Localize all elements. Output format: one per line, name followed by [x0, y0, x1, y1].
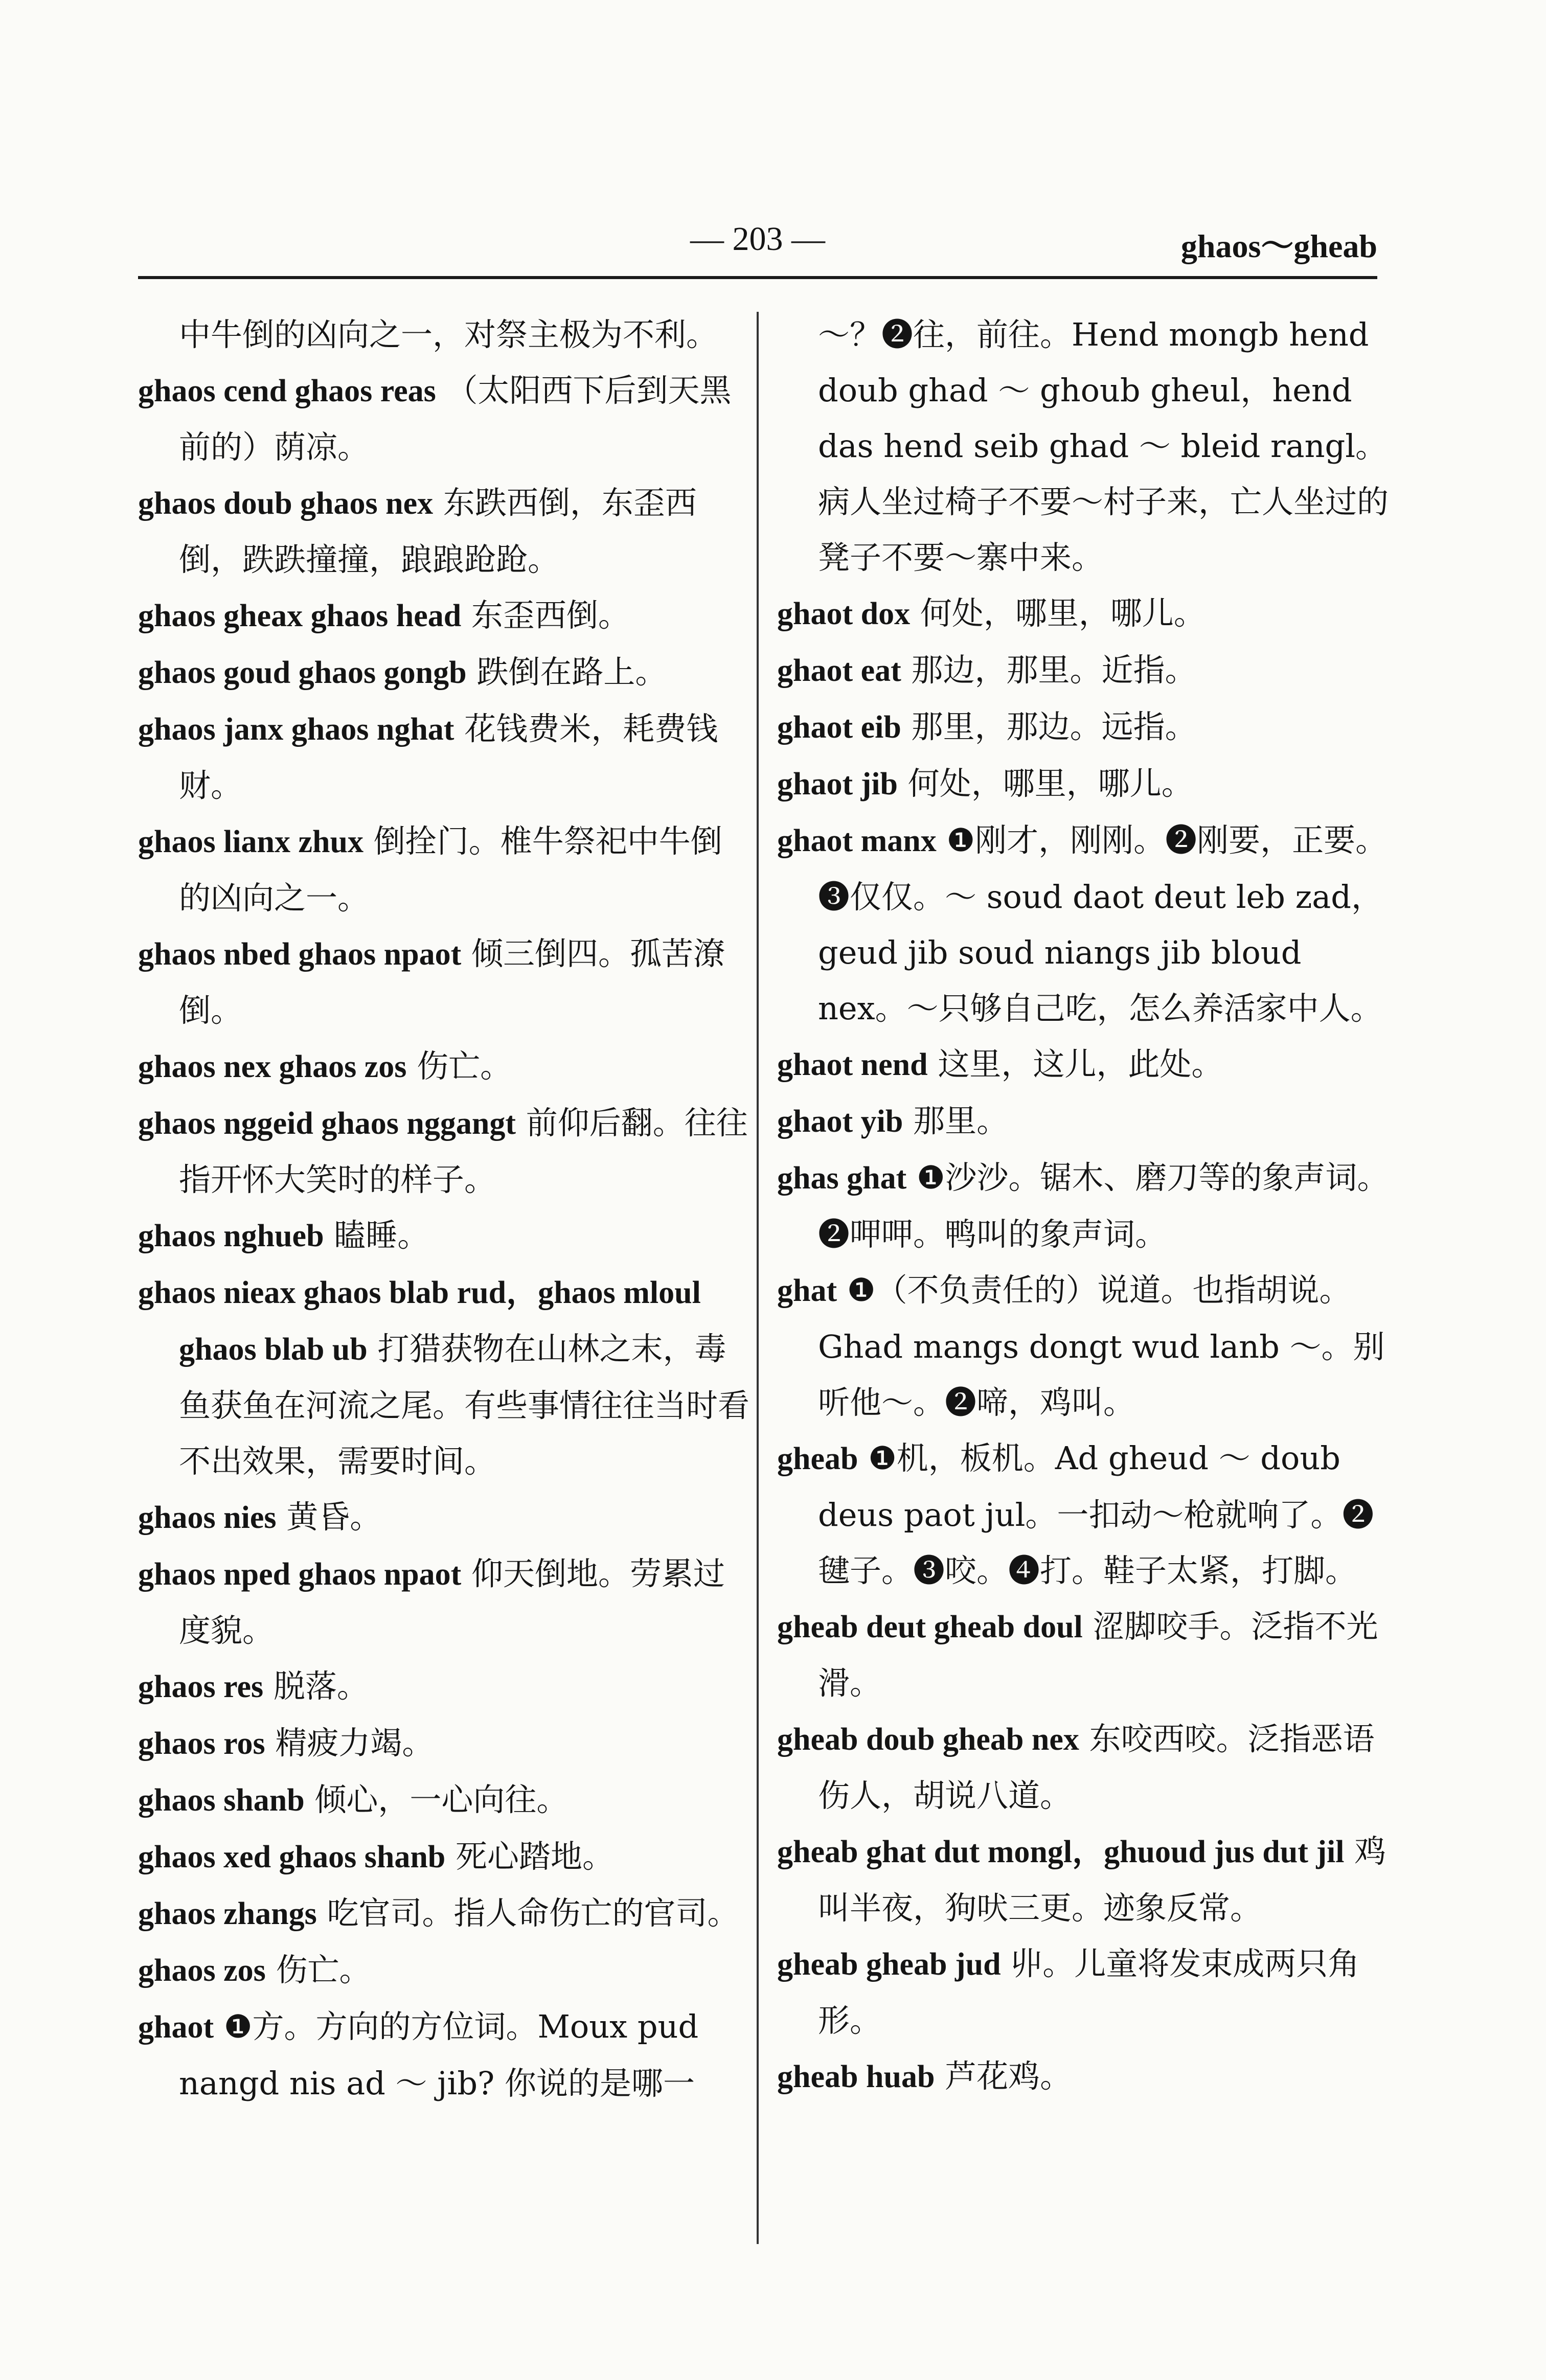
headword: ghaos nped ghaos npaot [138, 1557, 462, 1592]
definition: ～？❷往，前往。Hend mongb hend doub ghad ～ ghoub gheul，hend das hend seib ghad ～ bleid rangl。病人坐过椅子不要～村子来，亡人坐过的凳子不要～寨中来。 [818, 316, 1389, 576]
definition: 东歪西倒。 [471, 597, 630, 634]
headword: ghaos janx ghaos nghat [138, 712, 454, 747]
definition: 丱。儿童将发束成两只角形。 [818, 1945, 1360, 2039]
dictionary-entry [777, 756, 1391, 812]
dictionary-entry [138, 701, 752, 813]
definition: 东咬西咬。泛指恶语伤人，胡说八道。 [818, 1720, 1375, 1814]
definition: 倒拴门。椎牛祭祀中牛倒的凶向之一。 [179, 822, 722, 917]
dictionary-entry [138, 1885, 752, 1942]
headword: ghaos nggeid ghaos nggangt [138, 1106, 516, 1141]
headword: ghaos doub ghaos nex [138, 486, 434, 521]
headword: ghaos zhangs [138, 1896, 317, 1931]
dictionary-entry [777, 642, 1391, 699]
headword: ghaot nend [777, 1047, 928, 1082]
headword: ghas ghat [777, 1161, 907, 1196]
definition: 那里。 [913, 1102, 1009, 1139]
definition: 精疲力竭。 [275, 1724, 434, 1761]
headword: ghaos nieax ghaos blab rud，ghaos mloul ghaos blab ub [138, 1275, 701, 1367]
definition: 死心踏地。 [456, 1838, 615, 1875]
dictionary-entry [138, 813, 752, 926]
dictionary-entry [138, 1942, 752, 1999]
dictionary-entry [138, 1999, 752, 2111]
dictionary-entry [138, 1772, 752, 1828]
definition: 前仰后翻。往往指开怀大笑时的样子。 [179, 1104, 748, 1198]
dictionary-entry [138, 1658, 752, 1715]
headword: gheab gheab jud [777, 1947, 1001, 1982]
dictionary-entry [138, 1546, 752, 1658]
definition: 伤亡。 [276, 1951, 371, 1988]
headword: ghaot [138, 2010, 214, 2045]
definition: ❶沙沙。锯木、磨刀等的象声词。❷呷呷。鸭叫的象声词。 [818, 1159, 1389, 1253]
dictionary-entry [138, 1828, 752, 1885]
definition: 涩脚咬手。泛指不光滑。 [818, 1608, 1378, 1702]
dictionary-entry [777, 585, 1391, 642]
definition: 那里，那边。远指。 [911, 708, 1197, 745]
running-head [138, 215, 1377, 276]
dictionary-entry [777, 307, 1391, 585]
definition: 倾心，一心向往。 [314, 1781, 569, 1818]
headword: ghaot eat [777, 653, 901, 688]
dictionary-entry [777, 1823, 1391, 1936]
headword: ghaos goud ghaos gongb [138, 655, 467, 690]
dictionary-entry [777, 1150, 1391, 1262]
definition: 何处，哪里，哪儿。 [907, 765, 1193, 802]
headword: gheab ghat dut mongl，ghuoud jus dut jil [777, 1835, 1345, 1869]
headword: ghaos nies [138, 1500, 277, 1535]
dictionary-entry [777, 699, 1391, 756]
headword: ghaot dox [777, 597, 911, 631]
dictionary-entry [138, 362, 752, 475]
headword: ghaot yib [777, 1104, 903, 1139]
headword: ghaot eib [777, 710, 901, 745]
dictionary-entry [138, 1489, 752, 1546]
definition: 瞌睡。 [334, 1217, 429, 1254]
headword: gheab deut gheab doul [777, 1610, 1083, 1644]
dictionary-entry [138, 926, 752, 1038]
dictionary-entry [138, 1207, 752, 1264]
definition: 倾三倒四。孤苦潦倒。 [179, 935, 725, 1029]
headword: ghaos nbed ghaos npaot [138, 937, 462, 972]
guide-words: ghaos～gheab [1180, 228, 1377, 264]
headword: ghaos gheax ghaos head [138, 599, 462, 633]
headword: ghaos lianx zhux [138, 825, 364, 859]
definition: 中牛倒的凶向之一，对祭主极为不利。 [179, 316, 718, 353]
dictionary-entry [777, 1262, 1391, 1430]
dictionary-entry [777, 1598, 1391, 1711]
definition: 何处，哪里，哪儿。 [920, 594, 1206, 632]
left-column [138, 307, 752, 2249]
definition: ❶（不负责任的）说道。也指胡说。Ghad mangs dongt wud lanb ～。别听他～。❷啼，鸡叫。 [818, 1271, 1385, 1421]
dictionary-entry [138, 307, 752, 362]
headword: gheab [777, 1441, 858, 1476]
headword: ghaos xed ghaos shanb [138, 1840, 446, 1874]
headword: ghaos shanb [138, 1783, 305, 1818]
definition: 吃官司。指人命伤亡的官司。 [327, 1894, 739, 1932]
headword: ghaot manx [777, 823, 937, 858]
dictionary-entry [777, 1936, 1391, 2048]
dictionary-entry [138, 587, 752, 644]
headword: ghaos ros [138, 1726, 265, 1761]
definition: 仰天倒地。劳累过度貌。 [179, 1555, 725, 1649]
definition: ❶刚才，刚刚。❷刚要，正要。❸仅仅。～ soud daot deut leb zad，geud jib soud niangs jib bloud nex。～只够自己吃，怎么养活家中人。 [818, 821, 1388, 1027]
definition: 花钱费米，耗费钱财。 [179, 710, 718, 804]
headword: gheab huab [777, 2059, 935, 2094]
headword: ghaos nex ghaos zos [138, 1049, 407, 1084]
definition: （太阳西下后到天黑前的）荫凉。 [179, 372, 732, 466]
definition: 东跌西倒，东歪西倒，跌跌撞撞，踉踉跄跄。 [179, 484, 697, 578]
headword: ghaos zos [138, 1953, 266, 1988]
dictionary-entry [777, 1711, 1391, 1823]
definition: ❶方。方向的方位词。Moux pud nangd nis ad ～ jib? 你说的是哪一 [179, 2008, 699, 2102]
dictionary-entry [138, 1095, 752, 1207]
dictionary-entry [777, 1036, 1391, 1093]
headword: ghat [777, 1273, 837, 1308]
right-column [777, 307, 1391, 2249]
definition: 那边，那里。近指。 [911, 651, 1197, 689]
headword: ghaot jib [777, 767, 898, 802]
headword: ghaos cend ghaos reas [138, 374, 436, 408]
definition: 脱落。 [273, 1667, 369, 1705]
dictionary-entry [138, 475, 752, 587]
dictionary-entry [777, 2048, 1391, 2105]
definition: 鸡叫半夜，狗吠三更。迹象反常。 [818, 1833, 1386, 1927]
dictionary-entry [777, 1093, 1391, 1150]
definition: 打猎获物在山林之末，毒鱼获鱼在河流之尾。有些事情往往当时看不出效果，需要时间。 [179, 1330, 750, 1480]
header-rule [138, 276, 1377, 279]
definition: 跌倒在路上。 [476, 653, 667, 691]
page-number: — 203 — [690, 220, 825, 258]
definition: 芦花鸡。 [945, 2057, 1072, 2095]
definition: 这里，这儿，此处。 [938, 1045, 1223, 1083]
definition: 伤亡。 [417, 1047, 512, 1085]
headword: gheab doub gheab nex [777, 1722, 1079, 1757]
headword: ghaos res [138, 1669, 264, 1704]
dictionary-entry [138, 644, 752, 701]
definition: ❶机，板机。Ad gheud ～ doub deus paot jul。一扣动～枪就响了。❷毽子。❸咬。❹打。鞋子太紧，打脚。 [818, 1439, 1374, 1589]
dictionary-entry [138, 1038, 752, 1095]
dictionary-entry [777, 812, 1391, 1036]
dictionary-entry [138, 1715, 752, 1772]
definition: 黄昏。 [286, 1498, 382, 1536]
column-divider [757, 312, 759, 2244]
dictionary-entry [138, 1264, 752, 1489]
dictionary-entry [777, 1430, 1391, 1598]
headword: ghaos nghueb [138, 1219, 324, 1253]
